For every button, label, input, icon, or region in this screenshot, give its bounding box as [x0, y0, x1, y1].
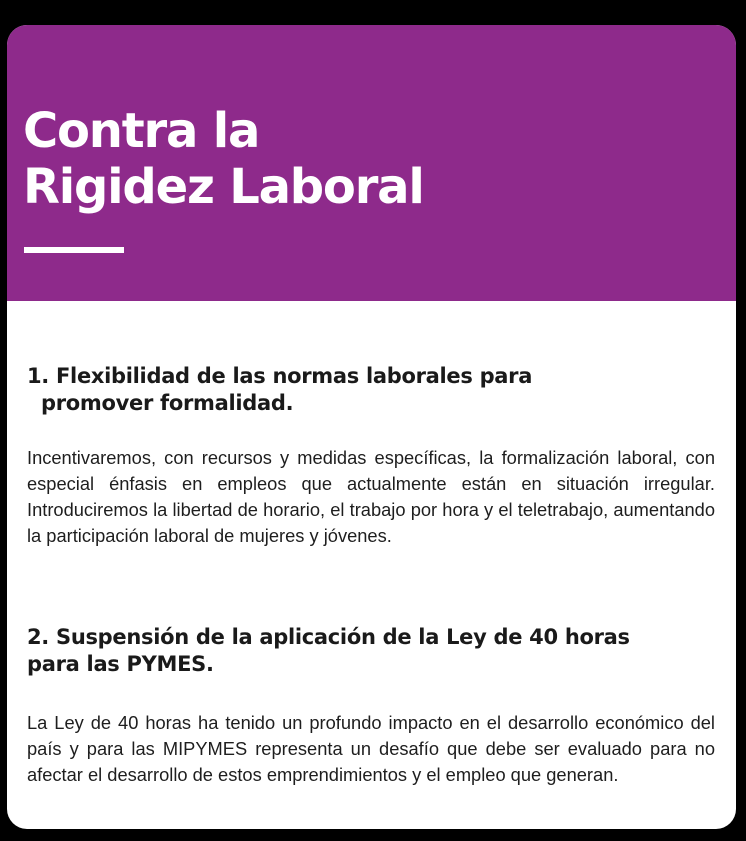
section-2-heading-line-2: para las PYMES.	[27, 652, 214, 676]
title-line-1: Contra la	[23, 103, 260, 159]
title-line-2: Rigidez Laboral	[23, 159, 424, 215]
page-title	[23, 103, 424, 215]
section-2-heading	[27, 624, 630, 678]
content-card	[7, 25, 736, 829]
section-1-heading-line-1: 1. Flexibilidad de las normas laborales para	[27, 364, 533, 388]
section-1-heading	[27, 363, 532, 417]
section-1-body: Incentivaremos, con recursos y medidas específicas, la formalización laboral, con especial énfasis en empleos que actualmente están en situación irregular. Introduciremos la libertad de horario, el trabajo por hora y el teletrabajo, aumentando la participación laboral de mujeres y jóvenes.	[27, 447, 715, 546]
header-banner	[7, 25, 736, 301]
section-2-body: La Ley de 40 horas ha tenido un profundo impacto en el desarrollo económico del país y para las MIPYMES representa un desafío que debe ser evaluado para no afectar el desarrollo de estos emprendimientos y el empleo que generan.	[27, 712, 715, 785]
section-2-heading-line-1: 2. Suspensión de la aplicación de la Ley de 40 horas	[27, 625, 630, 649]
title-underline	[24, 247, 124, 253]
section-1-heading-line-2: promover formalidad.	[41, 391, 294, 415]
